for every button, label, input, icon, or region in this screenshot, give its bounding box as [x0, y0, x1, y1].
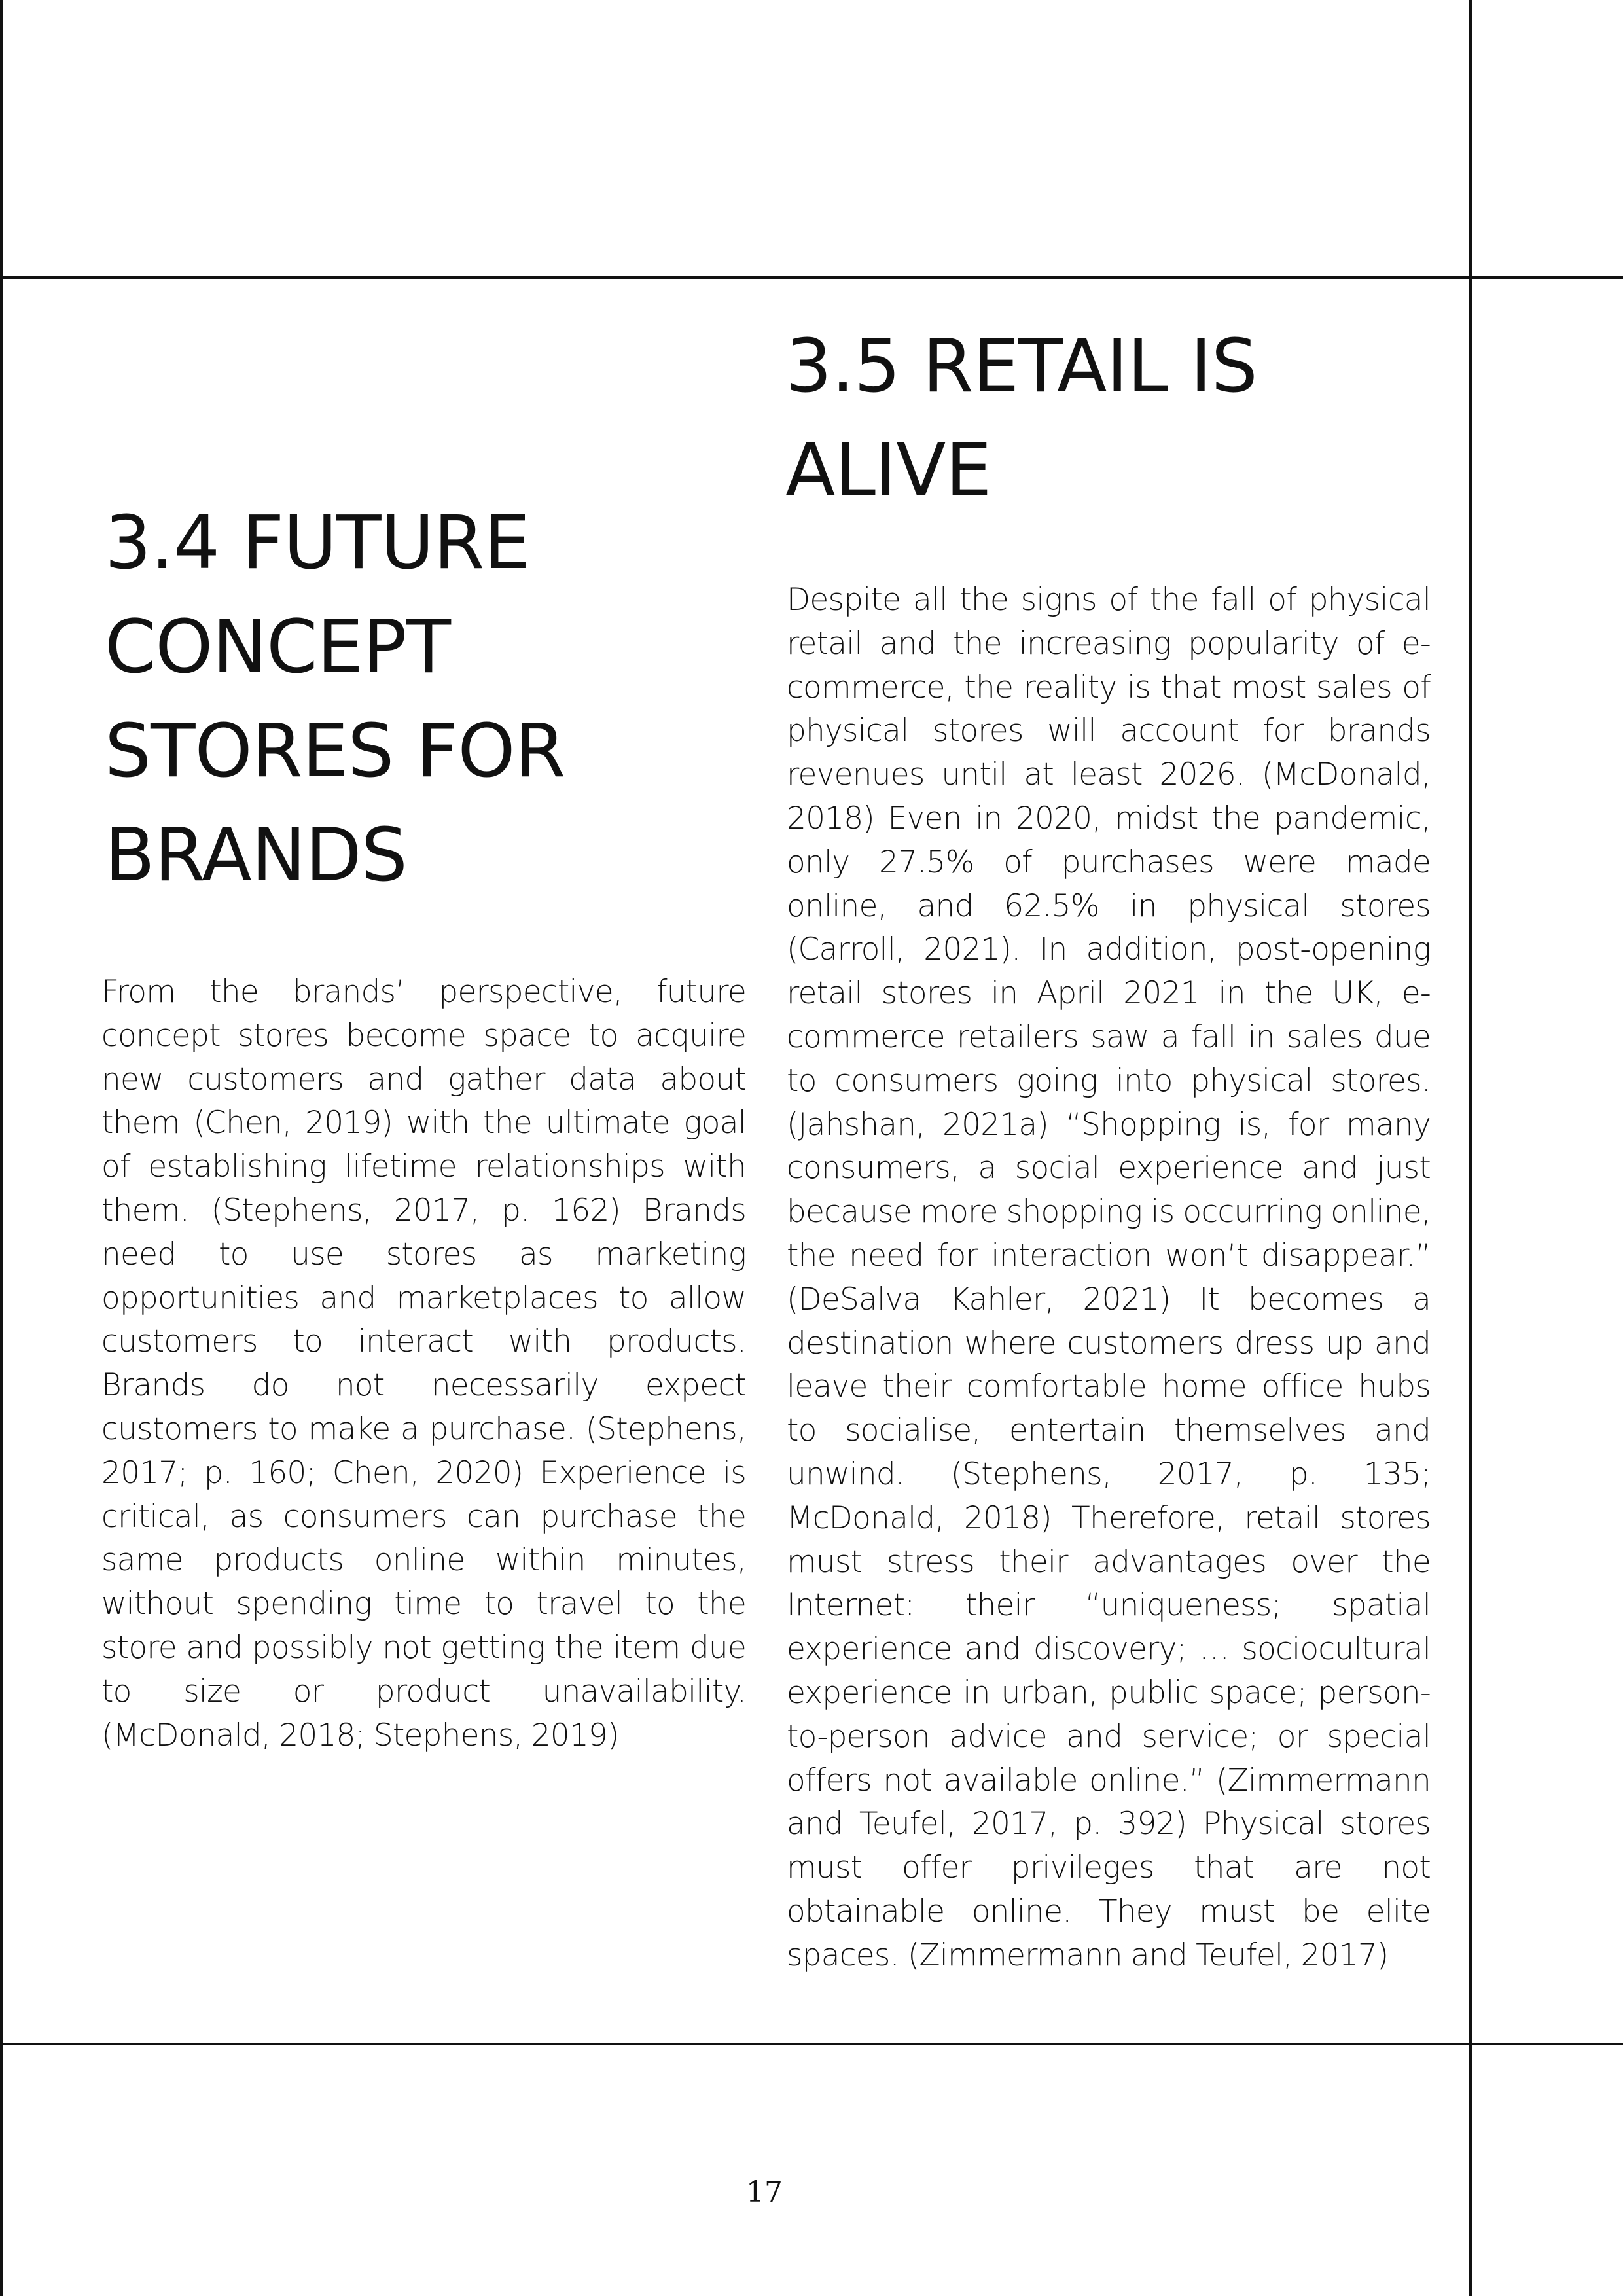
- page-frame-right-rule: [1469, 0, 1472, 2296]
- section-heading: 3.5 RETAIL IS ALIVE: [785, 324, 1257, 513]
- page-number: 17: [746, 2176, 783, 2209]
- page-frame-left-rule: [0, 0, 3, 2296]
- page-frame-top-rule: [0, 276, 1623, 279]
- section-heading: 3.4 FUTURE CONCEPT STORES FOR BRANDS: [105, 501, 565, 898]
- section-body-paragraph: From the brands’ perspective, future concept stores become space to acquire new customers and gather data about them (Chen, 2019) with the ultimate goal of establishing lifetime relationships with them. (Stephens, 2017, p. 162) Brands need to use stores as marketing opportunities and marketplaces to allow customers to interact with products. Brands do not necessarily expect customers to make a purchase. (Stephens, 2017; p. 160; Chen, 2020) Experience is critical, as consumers can purchase the same products online within minutes, without spending time to travel to the store and possibly not getting the item due to size or product unavailability. (McDonald, 2018; Stephens, 2019): [101, 974, 746, 1753]
- section-body-paragraph: Despite all the signs of the fall of physical retail and the increasing popularity of e-commerce, the reality is that most sales of physical stores will account for brands revenues until at least 2026. (McDonald, 2018) Even in 2020, midst the pandemic, only 27.5% of purchases were made online, and 62.5% in physical stores (Carroll, 2021). In addition, post-opening retail stores in April 2021 in the UK, e-commerce retailers saw a fall in sales due to consumers going into physical stores. (Jahshan, 2021a) “Shopping is, for many consumers, a social experience and just because more shopping is occurring online, the need for interaction won’t disappear.” (DeSalva Kahler, 2021) It becomes a destination where customers dress up and leave their comfortable home office hubs to socialise, entertain themselves and unwind. (Stephens, 2017, p. 135; McDonald, 2018) Therefore, retail stores must stress their advantages over the Internet: their “uniqueness; spatial experience and discovery; … sociocultural experience in urban, public space; person-to-person advice and service; or special offers not available online.” (Zimmermann and Teufel, 2017, p. 392) Physical stores must offer privileges that are not obtainable online. They must be elite spaces. (Zimmermann and Teufel, 2017): [787, 582, 1431, 1973]
- page-frame-bottom-rule: [0, 2043, 1623, 2045]
